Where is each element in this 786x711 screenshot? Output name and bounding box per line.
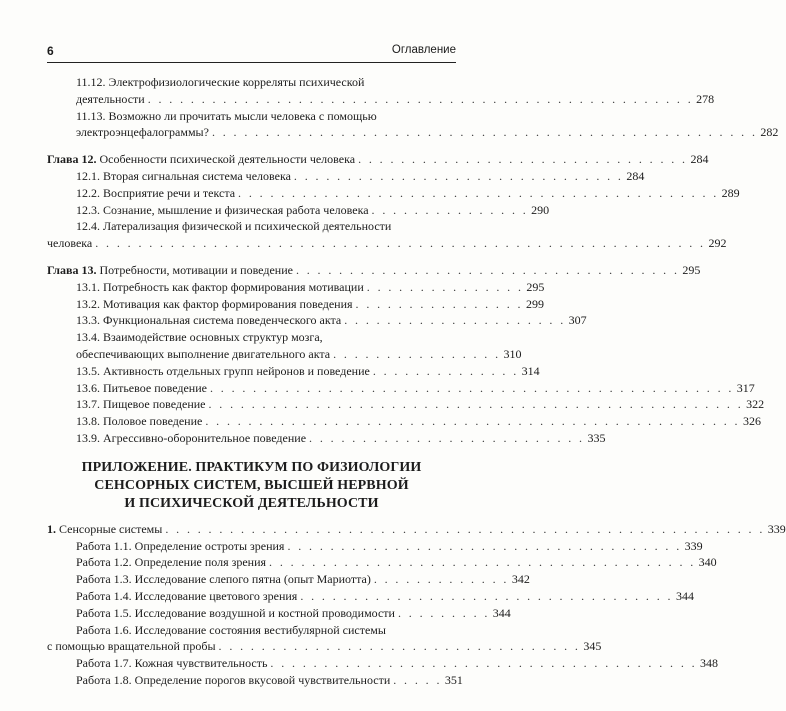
leader-dots: . . . . . . . . . . . . . . . . . . . . . . . . . . . . . . . . . . . . . . . . . . . . . . . . . .: [205, 414, 740, 429]
toc-page-number: 340: [698, 555, 717, 570]
appendix-title-line: ПРИЛОЖЕНИЕ. ПРАКТИКУМ ПО ФИЗИОЛОГИИ: [81, 459, 422, 475]
toc-page-number: 342: [511, 572, 530, 587]
leader-dots: . . . . . . . . . . . . . . . . . . . . . . . . . . . . . . . . . . . . . . . . . . . . . . . . . . .: [147, 91, 694, 106]
toc-item-text-cont: деятельности: [76, 91, 145, 106]
toc-page-number: 310: [503, 346, 522, 361]
toc-item-text: 13.9. Агрессивно-оборонительное поведение: [76, 430, 307, 445]
toc-item-cont[interactable]: [47, 235, 727, 252]
chapter-label: Глава 12.: [47, 152, 97, 167]
toc-page-number: 335: [587, 430, 606, 445]
toc-item-text: Работа 1.1. Определение остроты зрения: [76, 538, 285, 553]
toc-page-number: 292: [708, 236, 727, 251]
toc-page-number: 326: [742, 414, 761, 429]
toc-page-number: 278: [696, 91, 715, 106]
leader-dots: . . . . . . . . . . . . . . . . . . . . .: [344, 313, 566, 328]
toc-item-text: Работа 1.8. Определение порогов вкусовой чувствительности: [76, 672, 391, 687]
toc-item[interactable]: [47, 279, 545, 296]
leader-dots: . . . . . . . . . . . . . . . . . . . . . . . . . . . . . . . . . . . . . . . . . . . . .: [238, 185, 719, 200]
leader-dots: . . . . . . . . . . . . . . . . . . . . . . . . . . . . . . . . . .: [218, 639, 581, 654]
toc-item[interactable]: [47, 202, 550, 219]
toc-page-number: 289: [721, 185, 740, 200]
running-title: Оглавление: [391, 44, 456, 56]
toc-item-text-cont: обеспечивающих выполнение двигательного акта: [76, 346, 331, 361]
leader-dots: . . . . . . . . . . . . . . . . . . . . . . . . . . . . . . . . . . .: [300, 588, 673, 603]
toc-page-number: 351: [444, 672, 463, 687]
toc-item-text: Работа 1.4. Исследование цветового зрения: [76, 588, 298, 603]
toc-item-text: 13.4. Взаимодействие основных структур мозга,: [76, 330, 323, 345]
leader-dots: . . . . . . . . . . . . . . . . . . . . . . . . . . . . . . . . . . . .: [295, 262, 680, 277]
toc-item-text: 13.2. Мотивация как фактор формирования поведения: [76, 296, 353, 311]
toc-item[interactable]: [47, 363, 540, 380]
toc-item[interactable]: [47, 185, 740, 202]
leader-dots: . . . . . . . . . . . . . . . . . . . . . . . . . .: [309, 430, 585, 445]
toc-item[interactable]: [47, 605, 511, 622]
leader-dots: . . . . . . . . . . . . . . . .: [355, 296, 523, 311]
appendix-title: [47, 459, 456, 513]
leader-dots: . . . . .: [393, 672, 442, 687]
toc-item-text: 13.5. Активность отдельных групп нейронов и поведение: [76, 363, 370, 378]
toc-item-text: Работа 1.2. Определение поля зрения: [76, 555, 267, 570]
toc-page-number: 348: [700, 656, 719, 671]
leader-dots: . . . . . . . . . . . . . . . . . . . . . . . . . . . . . . . . . . . . . . . .: [269, 555, 696, 570]
toc-chapter-12[interactable]: [47, 151, 709, 168]
toc-item[interactable]: [47, 571, 530, 588]
chapter-label: Глава 13.: [47, 262, 97, 277]
toc-page-number: 317: [736, 380, 755, 395]
toc-item-text: Работа 1.3. Исследование слепого пятна (опыт Мариотта): [76, 572, 371, 587]
leader-dots: . . . . . . . . . . . . . . . . . . . . . . . . . . . . . . . . . . . . . . . . . . . . . . . . . .: [208, 397, 744, 412]
toc-item-text: 12.4. Латерализация физической и психической деятельности: [76, 219, 392, 234]
toc-item-text: 12.2. Восприятие речи и текста: [76, 185, 236, 200]
leader-dots: . . . . . . . . . . . . . . . . . . . . . . . . . . . . . . .: [358, 152, 688, 167]
toc-item[interactable]: [47, 622, 456, 639]
leader-dots: . . . . . . . . . . . . . . . . . . . . . . . . . . . . . . . . . . . . . . . . . . . . . . . . . . . . . . . . .: [95, 236, 706, 251]
toc-page-number: 284: [626, 168, 645, 183]
leader-dots: . . . . . . . . . . . . . . . . . . . . . . . . . . . . . . . . . . . . . . . . . . . . . . . . . . .: [211, 125, 758, 140]
toc-item[interactable]: [47, 74, 715, 108]
toc-item[interactable]: [47, 168, 645, 185]
section-title: Сенсорные системы: [59, 521, 163, 536]
toc-page-number: 307: [568, 313, 587, 328]
toc-page-number: 290: [531, 202, 550, 217]
toc-item[interactable]: [47, 655, 719, 672]
toc-item-text-cont: с помощью вращательной пробы: [47, 639, 216, 654]
toc-page-number: 344: [675, 588, 694, 603]
toc-item[interactable]: [47, 538, 703, 555]
toc-item-text: 13.3. Функциональная система поведенческого акта: [76, 313, 342, 328]
leader-dots: . . . . . . . . .: [397, 605, 490, 620]
toc-item-text: 12.1. Вторая сигнальная система человека: [76, 168, 291, 183]
leader-dots: . . . . . . . . . . . . .: [373, 572, 509, 587]
toc-item-cont[interactable]: [47, 638, 602, 655]
leader-dots: . . . . . . . . . . . . . .: [372, 363, 519, 378]
toc-item-text: Работа 1.5. Исследование воздушной и костной проводимости: [76, 605, 395, 620]
toc-page-number: 345: [583, 639, 602, 654]
leader-dots: . . . . . . . . . . . . . . . . . . . . . . . . . . . . . . .: [293, 168, 624, 183]
leader-dots: . . . . . . . . . . . . . . .: [371, 202, 529, 217]
toc-page-number: 282: [760, 125, 779, 140]
toc-item-text-cont: человека: [47, 236, 93, 251]
toc-page-number: 284: [690, 152, 709, 167]
toc-page-number: 339: [684, 538, 703, 553]
chapter-title: Особенности психической деятельности человека: [99, 152, 356, 167]
toc-chapter-13[interactable]: [47, 262, 701, 279]
appendix-title-line: СЕНСОРНЫХ СИСТЕМ, ВЫСШЕЙ НЕРВНОЙ: [94, 477, 409, 493]
leader-dots: . . . . . . . . . . . . . . .: [366, 279, 524, 294]
toc-item[interactable]: [47, 329, 522, 363]
toc-item-text-cont: электроэнцефалограммы?: [76, 125, 209, 140]
toc-item[interactable]: [47, 554, 717, 571]
toc-item[interactable]: [47, 672, 463, 689]
toc-item[interactable]: [47, 588, 694, 605]
toc-page-number: 314: [521, 363, 540, 378]
toc-item-text: 13.7. Пищевое поведение: [76, 397, 206, 412]
toc-section-1[interactable]: [47, 521, 786, 538]
toc-item-text: 12.3. Сознание, мышление и физическая работа человека: [76, 202, 369, 217]
chapter-title: Потребности, мотивации и поведение: [99, 262, 293, 277]
toc-item[interactable]: [47, 296, 544, 313]
toc-item-text: 13.8. Половое поведение: [76, 414, 203, 429]
toc-page-number: 295: [682, 262, 701, 277]
page-number: 6: [47, 44, 54, 58]
toc-item-text: Работа 1.6. Исследование состояния вестибулярной системы: [76, 622, 386, 637]
toc-page-number: 295: [526, 279, 545, 294]
toc-item[interactable]: [47, 380, 755, 397]
leader-dots: . . . . . . . . . . . . . . . . . . . . . . . . . . . . . . . . . . . . . . . .: [270, 656, 698, 671]
section-label: 1.: [47, 521, 56, 536]
leader-dots: . . . . . . . . . . . . . . . . . . . . . . . . . . . . . . . . . . . . . . . . . . . . . . . . .: [209, 380, 734, 395]
toc-item-text: 11.12. Электрофизиологические корреляты психической: [76, 75, 365, 89]
toc-item-text: Работа 1.7. Кожная чувствительность: [76, 656, 268, 671]
toc-page-number: 322: [746, 397, 765, 412]
toc-item-text: 13.6. Питьевое поведение: [76, 380, 207, 395]
toc-item[interactable]: [47, 312, 587, 329]
appendix-title-line: И ПСИХИЧЕСКОЙ ДЕЯТЕЛЬНОСТИ: [124, 495, 379, 511]
toc-page-number: 299: [525, 296, 544, 311]
toc-item-text: 11.13. Возможно ли прочитать мысли человека с помощью: [76, 108, 377, 123]
table-of-contents: [47, 74, 786, 689]
leader-dots: . . . . . . . . . . . . . . . .: [333, 346, 501, 361]
toc-page-number: 339: [767, 521, 786, 536]
toc-item[interactable]: [47, 218, 456, 235]
toc-item-text: 13.1. Потребность как фактор формирования мотивации: [76, 279, 364, 294]
toc-item[interactable]: [47, 396, 765, 413]
toc-page-number: 344: [492, 605, 511, 620]
toc-item[interactable]: [47, 430, 606, 447]
leader-dots: . . . . . . . . . . . . . . . . . . . . . . . . . . . . . . . . . . . . .: [287, 538, 682, 553]
page-header: [47, 42, 456, 63]
toc-item[interactable]: [47, 413, 761, 430]
leader-dots: . . . . . . . . . . . . . . . . . . . . . . . . . . . . . . . . . . . . . . . . . . . . . . . . . . . . . . . .: [165, 521, 765, 536]
toc-item[interactable]: [47, 108, 779, 142]
